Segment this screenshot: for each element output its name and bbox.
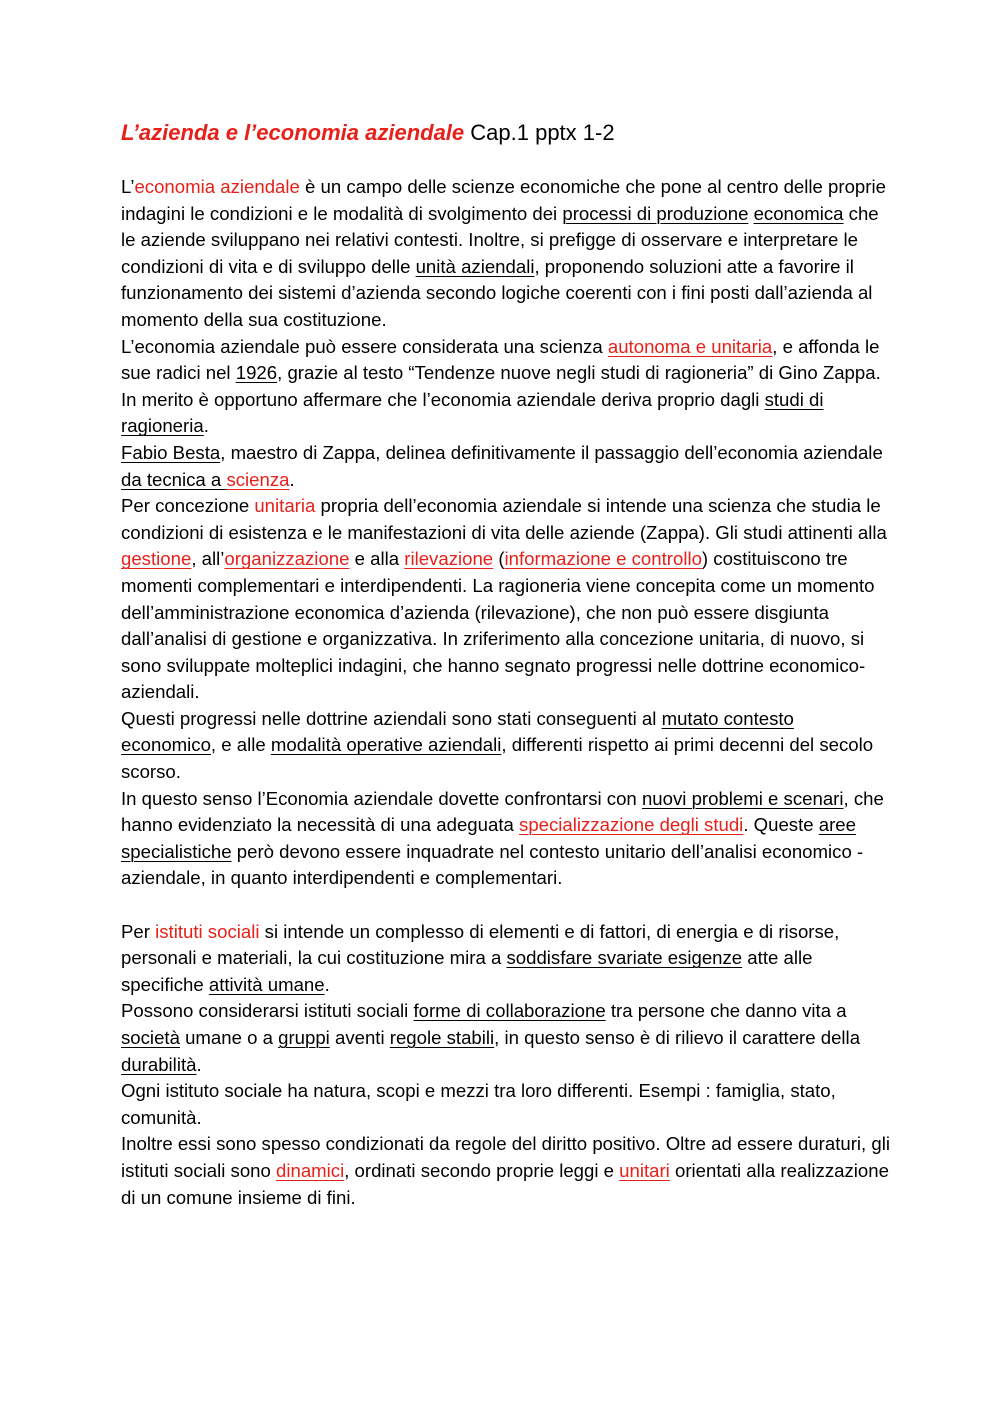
underlined-term: nuovi problemi e scenari <box>641 787 844 809</box>
text-run: , differenti rispetto ai primi decenni del secolo scorso. <box>121 734 874 783</box>
underlined-term: aree specialistiche <box>121 814 856 862</box>
underlined-term: processi di produzione <box>562 202 749 224</box>
text-run: però devono essere inquadrate nel contesto unitario dell’analisi economico - aziendale, in quanto interdipendenti e complementari. <box>121 840 864 889</box>
document-title <box>121 118 891 148</box>
text-run: Questi progressi nelle dottrine aziendali sono stati conseguenti al <box>121 707 662 729</box>
text-run: orientati alla realizzazione di un comune insieme di fini. <box>121 1159 889 1208</box>
text-run: . <box>289 468 295 490</box>
document-page <box>121 118 891 1211</box>
text-run: , all’ <box>191 548 225 570</box>
text-run: , in questo senso è di rilievo il carattere della <box>494 1027 861 1048</box>
paragraph <box>121 334 891 440</box>
text-run: atte alle specifiche <box>121 947 813 995</box>
highlighted-underlined-term: dinamici <box>276 1159 345 1181</box>
text-run: , e affonda le sue radici nel <box>121 335 880 384</box>
title-suffix: Cap.1 pptx 1-2 <box>464 120 615 145</box>
paragraph-gap <box>121 892 891 919</box>
text-run: si intende un complesso di elementi e di fattori, di energia e di risorse, personali e materiali, la cui costituzione mira a <box>121 920 840 969</box>
text-run: ( <box>493 548 505 570</box>
text-run: propria dell’economia aziendale si intende una scienza che studia le condizioni di esistenza e le manifestazioni di vita delle aziende (Zappa). Gli studi attinenti alla <box>121 495 887 543</box>
text-run: è un campo delle scienze economiche che pone al centro delle proprie indagini le condizioni e le modalità di svolgimento dei <box>121 176 886 224</box>
underlined-term: da tecnica a <box>121 468 227 490</box>
text-run: . <box>203 415 209 437</box>
text-run: ) costituiscono tre momenti complementari e interdipendenti. La ragioneria viene concepita come un momento dell’amministrazione economica d’azienda (rilevazione), che non può essere disgiunta dall’analisi di gestione e organizzativa. In zriferimento alla concezione unitaria, di nuovo, si sono sviluppate molteplici indagini, che hanno segnato progressi nelle dottrine economico-aziendali. <box>121 548 875 703</box>
paragraph <box>121 1131 891 1211</box>
underlined-term: soddisfare svariate esigenze <box>506 947 743 969</box>
text-run: . <box>196 1053 202 1075</box>
highlighted-underlined-term: specializzazione degli studi <box>519 814 744 836</box>
underlined-term: durabilità <box>121 1053 197 1075</box>
text-run: , che hanno evidenziato la necessità di una adeguata <box>121 787 884 836</box>
underlined-term: gruppi <box>278 1027 330 1048</box>
title-italic: L’azienda e l’economia aziendale <box>121 120 465 145</box>
underlined-term: studi di ragioneria <box>121 388 824 437</box>
highlighted-underlined-term: rilevazione <box>404 548 494 570</box>
paragraph <box>121 919 891 999</box>
document-body <box>121 174 891 1211</box>
highlighted-underlined-term: autonoma e unitaria <box>607 335 773 357</box>
text-run: . Queste <box>743 814 819 836</box>
highlighted-underlined-term: gestione <box>121 548 192 570</box>
paragraph <box>121 440 891 493</box>
underlined-term: unità aziendali <box>415 255 535 277</box>
text-run: L’ <box>121 176 135 197</box>
text-run: Per concezione <box>121 495 255 517</box>
text-run: L’economia aziendale può essere considerata una scienza <box>121 335 608 357</box>
text-run: tra persone che danno vita a <box>605 1000 847 1022</box>
paragraph <box>121 1078 891 1131</box>
text-run: , maestro di Zappa, delinea definitivamente il passaggio dell’economia aziendale <box>220 441 883 463</box>
paragraph <box>121 786 891 892</box>
highlighted-underlined-term: unitari <box>619 1159 670 1181</box>
text-run: . <box>324 973 330 995</box>
underlined-term: forme di collaborazione <box>413 1000 606 1022</box>
text-run: che le aziende sviluppano nei relativi contesti. Inoltre, si prefigge di osservare e interpretare le condizioni di vita e di sviluppo delle <box>121 202 879 277</box>
highlighted-term: economia aziendale <box>134 176 300 197</box>
text-run: , e alle <box>210 734 271 756</box>
text-run: , grazie al testo “Tendenze nuove negli studi di ragioneria” di Gino Zappa. In merito è opportuno affermare che l’economia aziendale deriva proprio dagli <box>121 362 881 410</box>
text-run: umane o a <box>179 1027 279 1048</box>
paragraph <box>121 706 891 786</box>
highlighted-underlined-term: scienza <box>226 468 290 490</box>
text-run: Inoltre essi sono spesso condizionati da regole del diritto positivo. Oltre ad essere duraturi, gli istituti sociali sono <box>121 1133 890 1181</box>
text-run: e alla <box>349 548 405 570</box>
underlined-term: attività umane <box>208 973 325 995</box>
highlighted-underlined-term: organizzazione <box>224 548 350 570</box>
paragraph <box>121 493 891 706</box>
text-run: , ordinati secondo proprie leggi e <box>344 1159 620 1181</box>
text-run: , proponendo soluzioni atte a favorire il funzionamento dei sistemi d’azienda secondo logiche coerenti con i fini posti dall’azienda al momento della sua costituzione. <box>121 255 873 330</box>
paragraph <box>121 174 891 334</box>
highlighted-term: istituti sociali <box>155 920 260 942</box>
highlighted-term: unitaria <box>254 495 316 517</box>
paragraph <box>121 998 891 1078</box>
underlined-term: regole stabili <box>389 1027 495 1048</box>
underlined-term: modalità operative aziendali <box>270 734 502 756</box>
underlined-term: mutato contesto economico <box>121 707 794 756</box>
underlined-term: società <box>121 1027 180 1048</box>
text-run: Possono considerarsi istituti sociali <box>121 1000 414 1022</box>
text-run: aventi <box>329 1027 390 1048</box>
highlighted-underlined-term: informazione e controllo <box>504 548 702 570</box>
underlined-term: 1926 <box>235 362 278 384</box>
underlined-term: Fabio Besta <box>121 441 221 463</box>
text-run: Per <box>121 920 156 942</box>
text-run: In questo senso l’Economia aziendale dovette confrontarsi con <box>121 787 642 809</box>
text-run: Ogni istituto sociale ha natura, scopi e mezzi tra loro differenti. Esempi : famiglia, stato, comunità. <box>121 1080 836 1128</box>
underlined-term: economica <box>753 202 844 224</box>
